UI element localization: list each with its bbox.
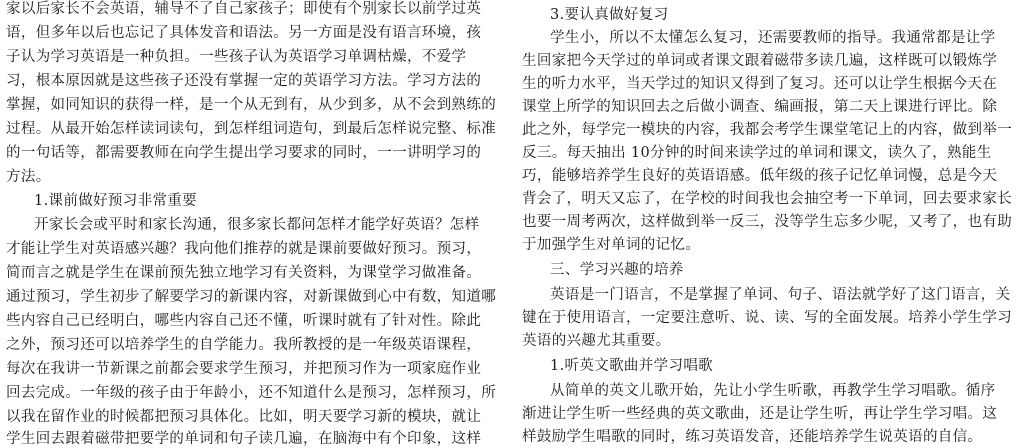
paragraph-line: 以我在留作业的时候都把预习具体化。比如，明天要学习新的模块，就让 <box>6 409 482 425</box>
paragraph-line: 课堂上所学的知识回去之后做小调查、编画报，第二天上课进行评比。除 <box>522 99 998 115</box>
paragraph-line: 回去完成。一年级的孩子由于年龄小，还不知道什么是预习，怎样预习，所 <box>6 385 497 401</box>
left-column <box>6 0 498 448</box>
paragraph-line: 每次在我讲一节新课之前都会要求学生预习，并把预习作为一项家庭作业 <box>6 361 482 377</box>
paragraph-line: 简而言之就是学生在课前预先独立地学习有关资料，为课堂学习做准备。 <box>6 265 482 281</box>
paragraph-line: 英语的兴趣尤其重要。 <box>522 333 671 349</box>
paragraph-line: 键在于使用语言，一定要注意听、说、读、写的全面发展。培养小学生学习 <box>522 310 1013 326</box>
paragraph-line: 才能让学生对英语感兴趣？我向他们推荐的就是课前要做好预习。预习， <box>6 241 482 257</box>
paragraph-line: 子认为学习英语是一种负担。一些孩子认为英语学习单调枯燥，不爱学 <box>6 49 467 65</box>
section-heading: 1.听英文歌曲并学习唱歌 <box>550 358 714 374</box>
paragraph-line: 反三。每天抽出 10分钟的时间来读学过的单词和课文，读久了，熟能生 <box>522 145 992 161</box>
paragraph-line: 样鼓励学生唱歌的同时，练习英语发音，还能培养学生说英语的自信。 <box>522 429 983 445</box>
paragraph-line: 学生回去跟着磁带把要学的单词和句子读几遍，在脑海中有个印象，这样 <box>6 431 482 447</box>
section-heading: 1.课前做好预习非常重要 <box>34 193 198 209</box>
paragraph-line: 些内容自己已经明白，哪些内容自己还不懂，听课时就有了针对性。除此 <box>6 313 482 329</box>
paragraph-line: 此之外，每学完一模块的内容，我都会考学生课堂笔记上的内容，做到举一 <box>522 122 1013 138</box>
paragraph-line: 于加强学生对单词的记忆。 <box>522 237 701 253</box>
paragraph-line: 掌握，如同知识的获得一样，是一个从无到有，从少到多，从不会到熟练的 <box>6 97 497 113</box>
paragraph-line: 也要一周考两次，这样做到举一反三，没等学生忘多少呢，又考了，也有助 <box>522 214 1013 230</box>
section-heading: 3.要认真做好复习 <box>550 7 669 23</box>
paragraph-line: 从简单的英文儿歌开始，先让小学生听歌，再教学生学习唱歌。循序 <box>550 383 996 399</box>
paragraph-line: 语，但多年以后也忘记了具体发音和语法。另一方面是没有语言环境，孩 <box>6 25 482 41</box>
paragraph-line: 生回家把今天学过的单词或者课文跟着磁带多读几遍，这样既可以锻炼学 <box>522 53 998 69</box>
paragraph-line: 英语是一门语言，不是掌握了单词、句子、语法就学好了这门语言，关 <box>550 287 1011 303</box>
paragraph-line: 家以后家长不会英语，辅导不了自己家孩子；即使有个别家长以前学过英 <box>6 1 482 17</box>
paragraph-line: 学生小，所以不太懂怎么复习，还需要教师的指导。我通常都是让学 <box>550 30 996 46</box>
right-column <box>522 0 1014 448</box>
paragraph-line: 过程。从最开始怎样读词读句，到怎样组词造句，到最后怎样说完整、标准 <box>6 121 497 137</box>
paragraph-line: 背会了，明天又忘了，在学校的时间我也会抽空考一下单词，回去要求家长 <box>522 191 1013 207</box>
paragraph-line: 开家长会或平时和家长沟通，很多家长都问怎样才能学好英语？怎样 <box>34 217 480 233</box>
paragraph-line: 渐进让学生听一些经典的英文歌曲，还是让学生听，再让学生学习唱。这 <box>522 406 998 422</box>
section-heading: 三、学习兴趣的培养 <box>550 262 684 278</box>
paragraph-line: 的一句话等，都需要教师在向学生提出学习要求的同时，一一讲明学习的 <box>6 145 482 161</box>
paragraph-line: 生的听力水平，当天学过的知识又得到了复习。还可以让学生根据今天在 <box>522 76 998 92</box>
paragraph-line: 通过预习，学生初步了解要学习的新课内容，对新课做到心中有数，知道哪 <box>6 289 497 305</box>
paragraph-line: 巧，能够培养学生良好的英语语感。低年级的孩子记忆单词慢，总是今天 <box>522 168 998 184</box>
paragraph-line: 方法。 <box>6 169 51 185</box>
paragraph-line: 之外，预习还可以培养学生的自学能力。我所教授的是一年级英语课程， <box>6 337 482 353</box>
paragraph-line: 习，根本原因就是这些孩子还没有掌握一定的英语学习方法。学习方法的 <box>6 73 482 89</box>
